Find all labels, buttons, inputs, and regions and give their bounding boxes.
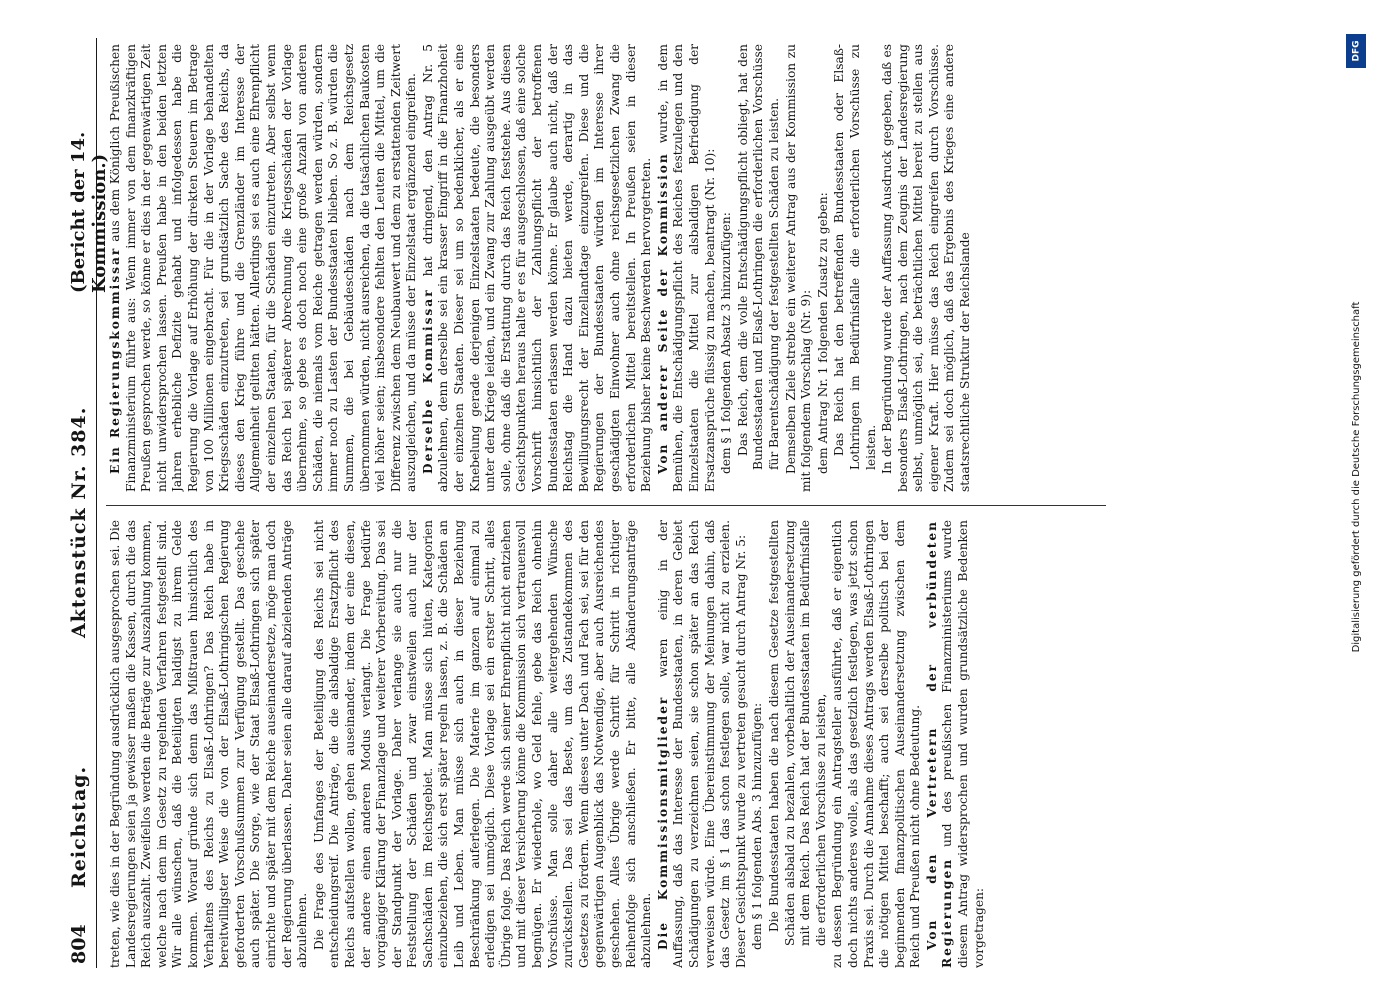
left-column-paragraph [830,520,924,968]
spaced-lead: Die Kommissionsmitglieder [655,695,670,950]
paragraph-text: zu dessen Begründung ein Antragsteller ausführte, daß er eigentlich doch nichts anderes wolle, als das gesetzlich festlegen, was jetzt schon Praxis sei. Durch die Annahme dieses Antrags werden Elsaß-Lothringen die nötigen Mittel beschafft; auch sei derselbe politisch bei der beginnenden finanzpolitischen Auseinandersetzung zwischen dem Reich und Preußen nicht ohne Bedeutung. [830,520,923,968]
right-column-paragraph [736,44,783,470]
paragraph-text: treten, wie dies in der Begründung ausdrücklich ausgesprochen sei. Die Landesregierungen seien ja gewisser maßen die Kassen, durch die das Reich auszahlt. Zweifellos werden die Beträge zur Auszahlung kommen, welche nach dem im Gesetz zu regelnden Verfahren festgestellt sind. Wir alle wünschen, daß die Beteiligten baldigst zu ihrem Gelde kommen. Worauf gründe sich denn das Mißtrauen hinsichtlich des Verhaltens des Reichs zu Elsaß-Lothringen? Das Reich habe in bereitwilligster Weise die von der Elsaß-Lothringischen Regierung geforderten Vorschußsummen zur Verfügung gestellt. Das geschehe auch später. Die Sorge, wie der Staat Elsaß-Lothringen sich später einrichte und später mit dem Reiche auseinandersetze, möge man doch der Regierung überlassen. Daher seien alle darauf abzielenden Anträge abzulehnen. [108,520,310,968]
paragraph-text: dem § 1 folgenden Absatz 3 hinzuzufügen: [719,212,734,474]
left-column [108,520,1148,968]
paragraph-text: Das Reich, dem die volle Entschädigungspflicht obliegt, hat den Bundesstaaten und Elsaß-Lothringen die erforderlichen Vorschüsse für Barentschädigung der festgestellten Schäden zu leisten. [735,44,781,470]
paragraph-text: wurde, in dem Bemühen, die Entschädigungspflicht des Reiches festzulegen und den Einzelstaaten die Mittel zur alsbaldigen Befriedigung der Ersatzansprüche flüssig zu machen, beantragt (Nr. 10): [655,44,717,492]
paragraph-text: Die Bundesstaaten haben die nach diesem Gesetze festgestellten Schäden alsbald zu bezahlen, vorbehaltlich der Auseinandersetzung mit dem Reich. Das Reich hat der Bundesstaaten im Bedürfnisfalle die erforderlichen Vorschüsse zu leisten, [766,520,828,946]
left-column-paragraph [767,520,829,946]
right-column-paragraph [108,44,420,492]
right-column-paragraph [784,44,815,492]
left-column-paragraph [925,520,987,968]
right-column [108,44,1148,492]
spaced-lead: Derselbe Kommissar [420,288,435,474]
paragraph-text: Die Frage des Umfanges der Beteiligung des Reichs sei nicht entscheidungsreif. Die Anträge, die die alsbaldige Ersatzpflicht des Reichs aufstellen wollen, gehen auseinander, indem der eine diesen, der andere einen anderen Modus verlangt. Die Frage bedürfe vorgängiger Klärung der Finanzlage und weiterer Vorbereitung. Das sei der Standpunkt der Vorlage. Daher verlange sie auch nur die Feststellung der Schäden und zwar einstweilen auch nur der Sachschäden im Reichsgebiet. Man müsse sich hüten, Kategorien einzubeziehen, die sich erst später regeln lassen, z. B. die Schäden an Leib und Leben. Man müsse sich auch in dieser Beziehung Beschränkung auferlegen. Die Materie im ganzen auf einmal zu erledigen sei unmöglich. Diese Vorlage sei ein erster Schritt, alles Übrige folge. Das Reich werde sich seiner Ehrenpflicht nicht entziehen und mit dieser Versicherung könne die Kommission sich vertrauensvoll begnügen. Er wiederhole, wo Geld fehle, gebe das Reich ohnehin Vorschüsse. Man solle daher alle weitergehenden Wünsche zurückstellen. Das sei das Beste, um das Zustandekommen des Gesetzes zu fördern. Wenn dieses unter Dach und Fach sei, sei für den gegenwärtigen Augenblick das Notwendige, aber auch Ausreichendes geschehen. Alles Übrige werde Schritt für Schritt in richtiger Reihenfolge sich anschließen. Er bitte, alle Abänderungsanträge abzulehnen. [311,520,654,968]
page-header [62,38,110,968]
spaced-lead: Von den Vertretern der verbündeten Regierungen [924,520,955,968]
paragraph-text: dem Antrag Nr. 1 folgenden Zusatz zu geben: [815,192,830,474]
left-column-paragraph [108,520,311,968]
paragraph-text: und des preußischen Finanzministeriums wurde diesem Antrag widersprochen und wurden grundsätzliche Bedenken vorgetragen: [940,520,986,968]
parliament-title: Reichstag. [68,765,90,888]
paragraph-text: In der Begründung wurde der Auffassung Ausdruck gegeben, daß es besonders Elsaß-Lothringen, nach dem Zeugnis der Landesregierung selbst, unmöglich sei, die beträchtlichen Mittel bereit zu stellen aus eigener Kraft. Hier müsse das Reich eingreifen durch Vorschüsse. Zudem sei doch möglich, daß das Ergebnis des Krieges eine andere staatsrechtliche Struktur der Reichslande [880,44,973,492]
right-column-paragraph [832,44,879,470]
document-number: Aktenstück Nr. 384. [68,406,90,638]
dfg-logo: DFG [1346,34,1366,68]
paragraph-text: Das Reich hat den betreffenden Bundesstaaten oder Elsaß-Lothringen im Bedürfnisfalle die erforderlichen Vorschüsse zu leisten. [832,44,878,470]
page-number: 804 [68,924,90,964]
report-title: (Bericht der 14. Kommission.) [68,131,110,293]
paragraph-text: aus dem Königlich Preußischen Finanzministerium führte aus: Wenn immer von dem finanzkräftigen Preußen gesprochen werde, so könne er dies in der gegenwärtigen Zeit nicht unwidersprochen lassen. Preußen habe in den beiden letzten Jahren erhebliche Defizite gehabt und infolgedessen habe die Regierung die Vorlage auf Erhöhung der direkten Steuern im Betrage von 100 Millionen eingebracht. Für die in der Vorlage behandelten Kriegsschäden einzutreten, sei grundsätzlich Sache des Reichs, da dieses den Krieg führe und die Grenzländer im Interesse der Allgemeinheit gelitten hätten. Allerdings sei es auch eine Ehrenpflicht der einzelnen Staaten, für die Schäden einzutreten. Aber selbst wenn das Reich bei späterer Abrechnung die Kriegsschäden der Vorlage übernehme, so gebe es doch noch eine große Anzahl von anderen Schäden, die niemals vom Reiche getragen werden würden, sondern immer noch zu Lasten der Bundesstaaten blieben. So z. B. würden die Summen, die bei Gebäudeschäden nach dem Reichsgesetz übernommen würden, nicht ausreichen, da die tatsächlichen Baukosten viel höher seien; insbesondere fehlten den Leuten die Mittel, um die Differenz zwischen dem Neubauwert und dem zu erstattenden Zeitwert auszugleichen, und da müsse der Einzelstaat ergänzend eingreifen. [108,44,419,492]
paragraph-text: dem § 1 folgenden Abs. 3 hinzuzufügen: [750,702,765,950]
right-column-paragraph [421,44,655,492]
column-divider [106,505,1106,506]
right-column-paragraph [719,44,735,492]
right-column-paragraph [656,44,718,492]
spaced-lead: Von anderer Seite der Kommission [655,152,670,474]
digitization-sidebar [1342,30,1372,960]
left-column-paragraph [656,520,750,968]
left-column-paragraph [750,520,766,968]
digitization-credit: Digitalisierung gefördert durch die Deutsche Forschungsgemeinschaft [1351,301,1362,653]
spaced-lead: Ein Regierungskommissar [108,246,122,474]
right-column-paragraph [816,44,832,492]
rotated-document [62,38,1362,968]
paragraph-text: Demselben Ziele strebte ein weiterer Antrag aus der Kommission zu mit folgendem Vorschlag (Nr. 9): [783,44,814,492]
paragraph-text: hat dringend, den Antrag Nr. 5 abzulehnen, denn derselbe sei ein krasser Eingriff in die Finanzhoheit der einzelnen Staaten. Dieser sei um so bedenklicher, als er eine Knebelung gerade derjenigen Einzelstaaten bedeute, die besonders unter dem Kriege leiden, und ein Zwang zur Zahlung ausgeübt werden solle, ohne daß die Erstattung durch das Reich feststehe. Aus diesen Gesichtspunkten heraus halte er es für ausgeschlossen, daß eine solche Vorschrift hinsichtlich der Zahlungspflicht der betroffenen Bundesstaaten erlassen werden könne. Er glaube auch nicht, daß der Reichstag die Hand dazu bieten werde, derartig in das Bewilligungsrecht der Einzellandtage einzugreifen. Diese und die Regierungen der Bundesstaaten würden im Interesse ihrer geschädigten Einwohner auch ohne reichsgesetzlichen Zwang die erforderlichen Mittel bereitstellen. In Preußen seien in dieser Beziehung bisher keine Beschwerden hervorgetreten. [420,44,654,492]
right-column-paragraph [880,44,974,492]
paragraph-text: waren einig in der Auffassung, daß das Interesse der Bundesstaaten, in deren Gebiet Schädigungen zu verzeichnen seien, sie schon später an das Reich verweisen würde. Eine Übereinstimmung der Meinungen dahin, daß das Gesetz im § 1 das schon festlegen solle, war nicht zu erzielen. Dieser Gesichtspunkt wurde zu vertreten gesucht durch Antrag Nr. 5: [655,520,748,968]
left-column-paragraph [312,520,655,968]
